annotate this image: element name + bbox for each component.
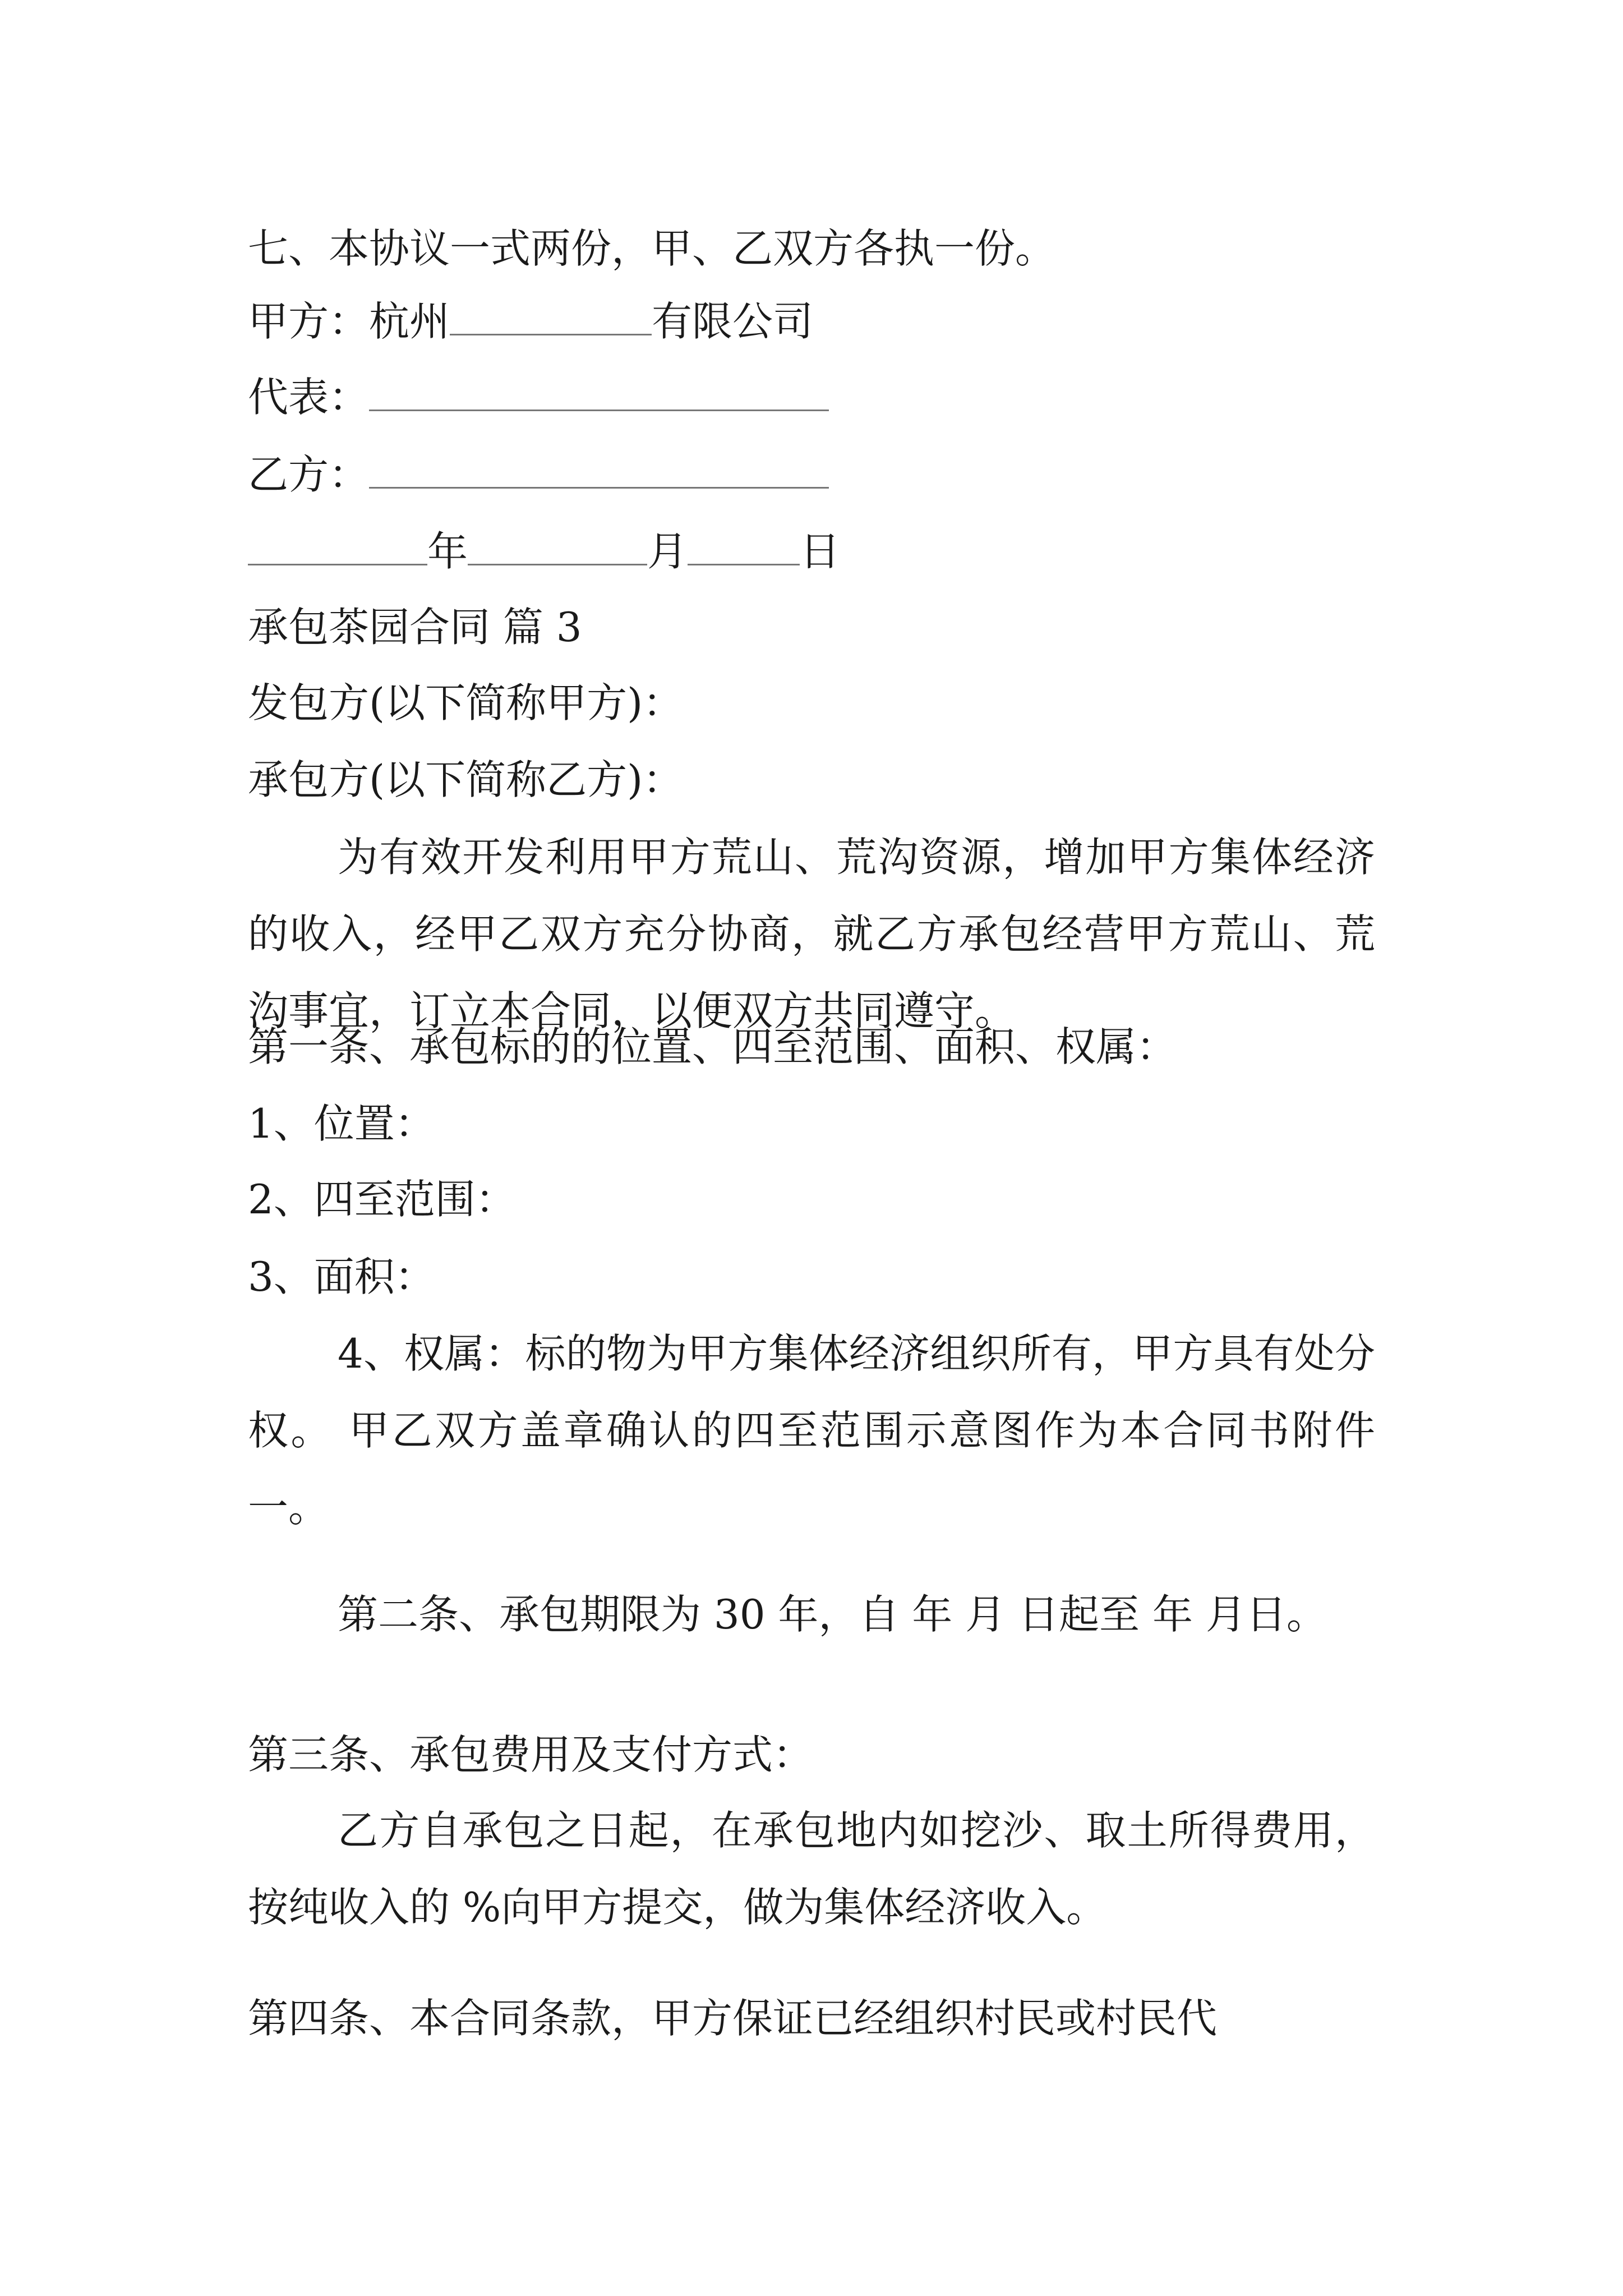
article-one-title: 第一条、承包标的的位置、四至范围、面积、权属： [248,1023,1177,1070]
article-one-item-location: 1、位置： [248,1100,435,1147]
year-blank [248,530,427,565]
article-two [248,1576,1375,1653]
party-a-line [248,283,1375,360]
representative-line [248,359,1375,436]
article-three-body [248,1792,1375,1946]
month-label: 月 [647,528,688,575]
party-a-label: 甲方：杭州 [248,298,450,345]
date-line [248,513,1375,590]
clause-seven: 七、本协议一式两份，甲、乙双方各执一份。 [248,225,1056,272]
party-b-line [248,436,1375,513]
ownership-text: 4、权属：标的物为甲方集体经济组织所有，甲方具有处分权。 甲乙双方盖章确认的四至范围示意图作为本合同书附件一。 [248,1330,1375,1531]
article-three-title: 第三条、承包费用及支付方式： [248,1731,814,1778]
day-blank [688,530,800,565]
party-b-label: 乙方： [248,451,370,498]
month-blank [468,530,647,565]
preamble-text: 为有效开发利用甲方荒山、荒沟资源，增加甲方集体经济的收入，经甲乙双方充分协商，就乙方承包经营甲方荒山、荒沟事宜，订立本合同，以便双方共同遵守。 [248,834,1375,1034]
representative-blank [369,376,829,411]
company-name-blank [450,300,652,335]
representative-label: 代表： [248,374,370,421]
article-two-text: 第二条、承包期限为 30 年，自 年 月 日起至 年 月日。 [338,1591,1327,1638]
day-label: 日 [800,528,841,575]
party-a-suffix: 有限公司 [652,298,814,345]
article-one-item-ownership [248,1315,1375,1546]
article-one-item-boundary: 2、四至范围： [248,1176,516,1223]
issuer-party: 发包方(以下简称甲方)： [248,679,684,726]
article-four: 第四条、本合同条款，甲方保证已经组织村民或村民代 [248,1995,1218,2042]
article-one-item-area: 3、面积： [248,1253,435,1300]
year-label: 年 [427,528,468,575]
party-b-blank [369,453,829,489]
receiver-party: 承包方(以下简称乙方)： [248,756,684,803]
section-title: 承包茶园合同 篇 3 [248,604,582,651]
article-three-text: 乙方自承包之日起，在承包地内如挖沙、取土所得费用，按纯收入的 %向甲方提交，做为集体经济收入。 [248,1807,1375,1931]
